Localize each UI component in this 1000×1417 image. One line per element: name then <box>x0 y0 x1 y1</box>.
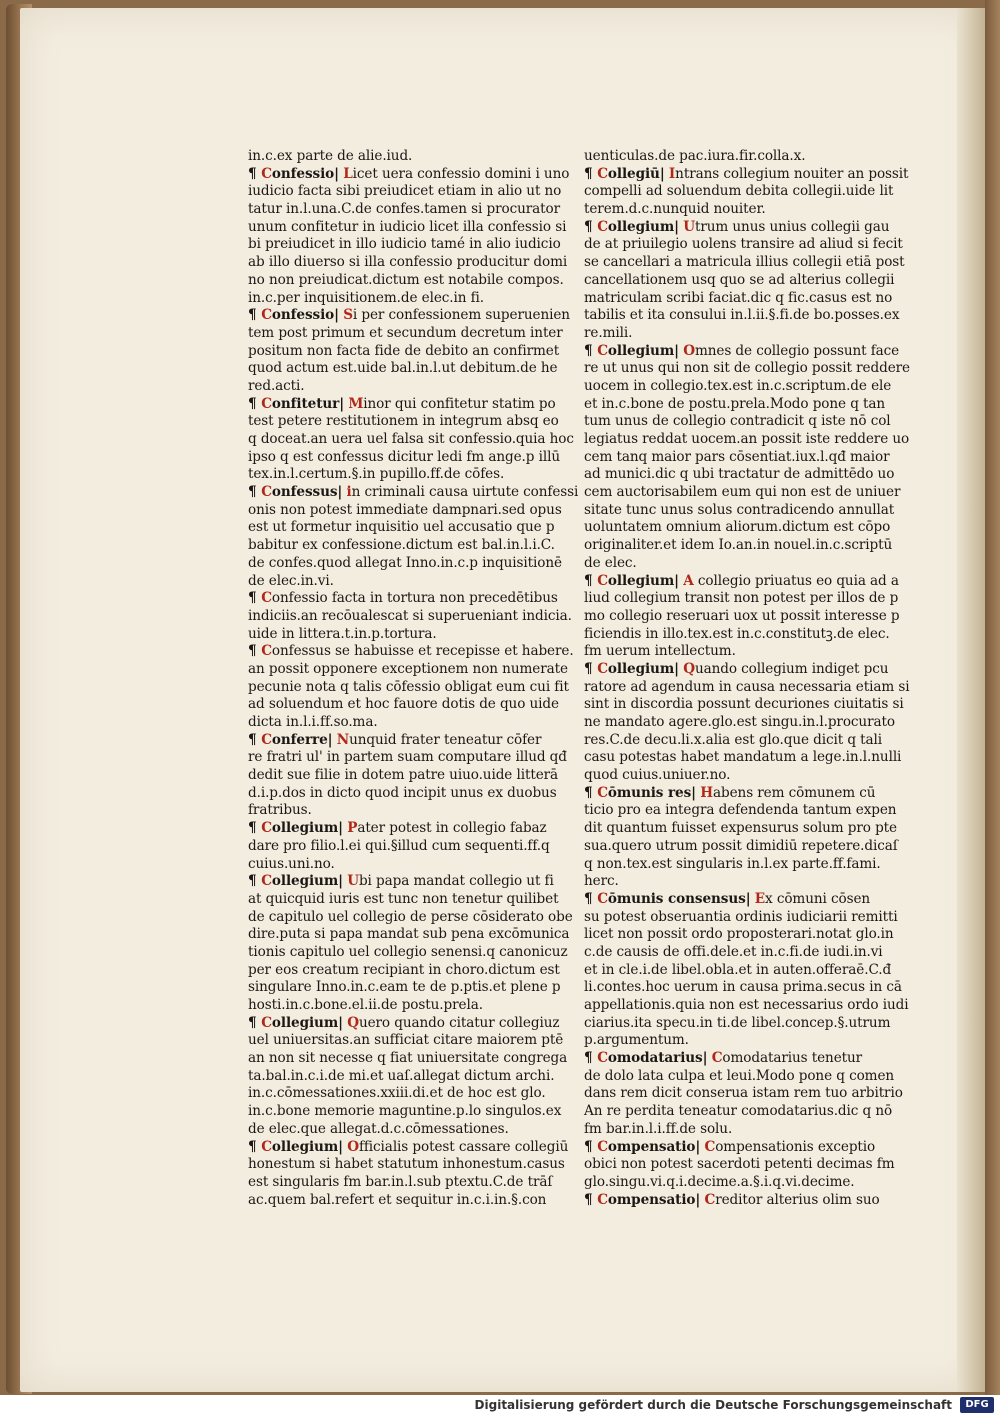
text-line: se cancellari a matricula illius collegii etiā post <box>584 254 905 271</box>
text-line: liud collegium transit non potest per illos de p <box>584 590 899 607</box>
text-line: obici non potest sacerdoti petenti decimas fm <box>584 1156 895 1173</box>
text-line: in.c.per inquisitionem.de elec.in fi. <box>248 289 485 306</box>
text-line: tum unus de collegio contradicit q iste nō col <box>584 413 891 430</box>
text-line: in.c.ex parte de alie.iud. <box>248 148 413 164</box>
text-line: tionis capitulo uel collegio senensi.q canonicuz <box>248 943 568 960</box>
text-line: de dolo lata culpa et leui.Modo pone q comen <box>584 1067 895 1084</box>
text-line: test petere restitutionem in integrum absq eo <box>248 413 559 430</box>
text-line: ad munici.dic q ubi tractatur de admittēdo uo <box>584 466 895 483</box>
text-line: glo.singu.vi.q.i.decime.a.§.i.q.vi.decime. <box>584 1173 855 1190</box>
text-line: de elec.in.vi. <box>248 572 334 589</box>
text-line: ab illo diuerso si illa confessio producitur domi <box>248 254 568 271</box>
text-line: re fratri ul' in partem suam computare illud qđ <box>248 749 567 766</box>
text-line: an possit opponere exceptionem non numerate <box>248 660 568 677</box>
text-line: c.de causis de offi.dele.et in.c.fi.de iudi.in.vi <box>584 943 883 960</box>
text-line: ¶ Cōmunis res| Habens rem cōmunem cū <box>584 784 876 801</box>
text-line: p.argumentum. <box>584 1032 689 1049</box>
text-line: tem post primum et secundum decretum inter <box>248 324 563 341</box>
text-line: onis non potest immediate dampnari.sed opus <box>248 501 562 518</box>
text-line: de elec.que allegat.d.c.cōmessationes. <box>248 1120 509 1137</box>
text-line: ¶ Confessio| Si per confessionem superuenien <box>248 307 570 324</box>
text-line: bi preiudicet in illo iudicio tamé in alio iudicio <box>248 236 561 253</box>
text-line: singulare Inno.in.c.eam te de p.ptis.et plene p <box>248 979 561 996</box>
text-line: de capitulo uel collegio de perse cōsiderato obe <box>248 908 573 925</box>
text-line: est singularis fm bar.in.l.sub ptextu.C.de trāſ <box>248 1173 553 1190</box>
text-line: ¶ Collegium| Quando collegium indiget pcu <box>584 660 889 677</box>
text-column-left <box>248 148 579 1209</box>
text-line: ¶ Confessus| in criminali causa uirtute confessi <box>248 484 579 501</box>
text-line: in.c.cōmessationes.xxiii.di.et de hoc est glo. <box>248 1085 546 1102</box>
text-line: licet non possit ordo proposterari.notat glo.in <box>584 926 894 943</box>
text-line: ¶ Collegium| Quero quando citatur collegiuz <box>248 1014 560 1031</box>
text-line: ficiendis in illo.tex.est in.c.constitutꝫ.de elec. <box>584 625 890 642</box>
text-line: uenticulas.de pac.iura.fir.colla.x. <box>584 148 806 164</box>
text-line: dare pro filio.l.ei qui.§illud cum sequenti.ff.q <box>248 837 550 854</box>
text-line: ¶ Confitetur| Minor qui confitetur statim po <box>248 395 556 412</box>
text-line: ipso q est confessus dicitur ledi fm ange.p illū <box>248 448 560 465</box>
text-line: uoluntatem omnium aliorum.dictum est cōpo <box>584 519 891 536</box>
text-line: tatur in.l.una.C.de confes.tamen si procurator <box>248 201 560 218</box>
text-line: sua.quero utrum possit dimidiū repetere.dicaſ <box>584 837 898 854</box>
text-line: ¶ Cōmunis consensus| Ex cōmuni cōsen <box>584 890 871 907</box>
text-line: terem.d.c.nunquid nouiter. <box>584 201 766 218</box>
text-line: ¶ Confessus se habuisse et recepisse et habere. <box>248 643 574 660</box>
text-line: est ut formetur inquisitio uel accusatio que p <box>248 519 555 536</box>
text-line: ¶ Collegiū| Intrans collegium nouiter an possit <box>584 165 909 182</box>
funding-notice: Digitalisierung gefördert durch die Deutsche Forschungsgemeinschaft <box>474 1398 952 1412</box>
text-line: appellationis.quia non est necessarius ordo iudi <box>584 997 909 1013</box>
text-line: uide in littera.t.in.p.tortura. <box>248 625 437 642</box>
text-line: ta.bal.in.c.i.de mi.et uaſ.allegat dictum archi. <box>248 1067 555 1084</box>
text-line: li.contes.hoc uerum in causa prima.secus in cā <box>584 979 902 996</box>
text-line: ¶ Confessio facta in tortura non precedētibus <box>248 590 558 607</box>
text-line: ¶ Compensatio| Compensationis exceptio <box>584 1138 876 1155</box>
text-line: per eos creatum recipiant in choro.dictum est <box>248 961 560 978</box>
book-right-edge <box>985 0 1000 1395</box>
text-line: red.acti. <box>248 377 305 394</box>
text-line: originaliter.et idem Io.an.in nouel.in.c.scriptū <box>584 537 893 554</box>
text-line: unum confitetur in iudicio licet illa confessio si <box>248 218 567 235</box>
text-line: ac.quem bal.refert et sequitur in.c.i.in.§.con <box>248 1191 547 1208</box>
text-line: dire.puta si papa mandat sub pena excōmunica <box>248 926 570 943</box>
text-line: iudicio facta sibi preiudicet etiam in alio ut no <box>248 183 562 200</box>
text-line: matriculam scribi faciat.dic q fic.casus est no <box>584 289 893 306</box>
text-line: re.mili. <box>584 324 633 341</box>
text-line: An re perdita teneatur comodatarius.dic q nō <box>584 1103 893 1120</box>
text-line: de elec. <box>584 554 637 571</box>
text-line: q doceat.an uera uel falsa sit confessio.quia hoc <box>248 431 574 447</box>
text-line: pecunie nota q talis cōfessio obligat eum cui fit <box>248 678 569 695</box>
text-line: sint in discordia possunt decuriones ciuitatis si <box>584 696 904 713</box>
text-line: re ut unus qui non sit de collegio possit reddere <box>584 360 910 377</box>
text-line: ¶ Comodatarius| Comodatarius tenetur <box>584 1050 863 1067</box>
text-line: quod cuius.uniuer.no. <box>584 767 731 784</box>
text-line: ad soluendum et hoc fauore dotis de quo uide <box>248 696 559 713</box>
text-line: ¶ Compensatio| Creditor alterius olim suo <box>584 1191 880 1208</box>
text-line: q non.tex.est singularis in.l.ex parte.ff.fami. <box>584 855 881 872</box>
text-line: cem auctorisabilem eum qui non est de uniuer <box>584 484 901 501</box>
text-line: positum non facta fide de debito an confirmet <box>248 342 560 359</box>
text-line: fm uerum intellectum. <box>584 643 736 660</box>
text-line: cuius.uni.no. <box>248 855 335 872</box>
text-line: babitur ex confessione.dictum est bal.in.l.i.C. <box>248 537 555 554</box>
text-line: dicta in.l.i.ff.so.ma. <box>248 714 378 730</box>
text-line: de at priuilegio uolens transire ad aliud si fecit <box>584 236 903 253</box>
text-line: no non preiudicat.dictum est notabile compos. <box>248 271 564 288</box>
text-line: su potest obseruantia ordinis iudiciarii remitti <box>584 908 898 925</box>
text-line: ciarius.ita specu.in ti.de libel.concep.§.utrum <box>584 1014 891 1031</box>
text-line: res.C.de decu.li.x.alia est glo.que dicit q tali <box>584 731 883 748</box>
text-line: uocem in collegio.tex.est in.c.scriptum.de ele <box>584 377 892 394</box>
text-line: ¶ Collegium| Pater potest in collegio fabaz <box>248 820 547 837</box>
text-line: quod actum est.uide bal.in.l.ut debitum.de he <box>248 360 558 377</box>
text-line: sitate tunc unus solus contradicendo annullat <box>584 501 895 518</box>
text-line: d.i.p.dos in dicto quod incipit unus ex duobus <box>248 784 557 801</box>
text-line: ¶ Collegium| Ubi papa mandat collegio ut fi <box>248 873 554 890</box>
text-line: mo collegio reseruari uox ut possit interesse p <box>584 607 900 624</box>
text-line: ticio pro ea integra defendenda tantum expen <box>584 802 897 819</box>
text-line: hosti.in.c.bone.el.ii.de postu.prela. <box>248 997 483 1013</box>
text-line: de confes.quod allegat Inno.in.c.p inquisitionē <box>248 554 562 571</box>
text-line: fratribus. <box>248 802 312 819</box>
text-line: dit quantum fuisset expensurus solum pro pte <box>584 820 897 837</box>
dfg-logo: DFG <box>960 1397 994 1413</box>
text-line: cem tanq maior pars cōsentiat.iux.l.qđ maior <box>584 448 890 465</box>
text-line: ¶ Collegium| A collegio priuatus eo quia ad a <box>584 572 899 589</box>
text-line: indiciis.an recōualescat si superueniant indicia. <box>248 607 572 624</box>
text-line: cancellationem usq quo se ad alterius collegii <box>584 271 895 288</box>
text-line: tabilis et ita consului in.l.ii.§.fi.de bo.posses.ex <box>584 307 900 324</box>
text-line: ratore ad agendum in causa necessaria etiam si <box>584 678 910 695</box>
text-line: et in cle.i.de libel.obla.et in auten.offeraē.C.đ <box>584 961 892 978</box>
page-gutter <box>957 8 985 1392</box>
text-line: dedit sue filie in dotem patre uiuo.uide litterā <box>248 767 559 784</box>
text-line: fm bar.in.l.i.ff.de solu. <box>584 1120 733 1137</box>
text-line: et in.c.bone de postu.prela.Modo pone q tan <box>584 395 886 412</box>
text-line: herc. <box>584 873 619 890</box>
text-line: at quicquid iuris est tunc non tenetur quilibet <box>248 890 559 907</box>
text-line: ne mandato agere.glo.est singu.in.l.procurato <box>584 714 895 730</box>
text-line: ¶ Collegium| Omnes de collegio possunt face <box>584 342 900 359</box>
text-line: casu potestas habet mandatum a lege.in.l.nulli <box>584 749 902 766</box>
text-line: an non sit necesse q fiat uniuersitate congrega <box>248 1050 568 1067</box>
text-line: compelli ad soluendum debita collegii.uide lit <box>584 183 894 200</box>
text-line: ¶ Collegium| Officialis potest cassare collegiū <box>248 1138 569 1155</box>
text-line: dans rem dicit conserua istam rem tuo arbitrio <box>584 1085 903 1102</box>
text-line: ¶ Confessio| Licet uera confessio domini i uno <box>248 165 570 182</box>
text-line: ¶ Conferre| Nunquid frater teneatur cōfer <box>248 731 542 748</box>
text-line: uel uniuersitas.an sufficiat citare maiorem ptē <box>248 1032 564 1049</box>
digitization-footer <box>0 1395 1000 1417</box>
text-column-right <box>584 148 910 1209</box>
text-line: in.c.bone memorie maguntine.p.lo singulos.ex <box>248 1103 562 1120</box>
text-line: legiatus reddat uocem.an possit iste reddere uo <box>584 431 910 447</box>
text-line: tex.in.l.certum.§.in pupillo.ff.de cōfes. <box>248 466 505 483</box>
text-line: honestum si habet statutum inhonestum.casus <box>248 1156 565 1173</box>
text-line: ¶ Collegium| Utrum unus unius collegii gau <box>584 218 890 235</box>
